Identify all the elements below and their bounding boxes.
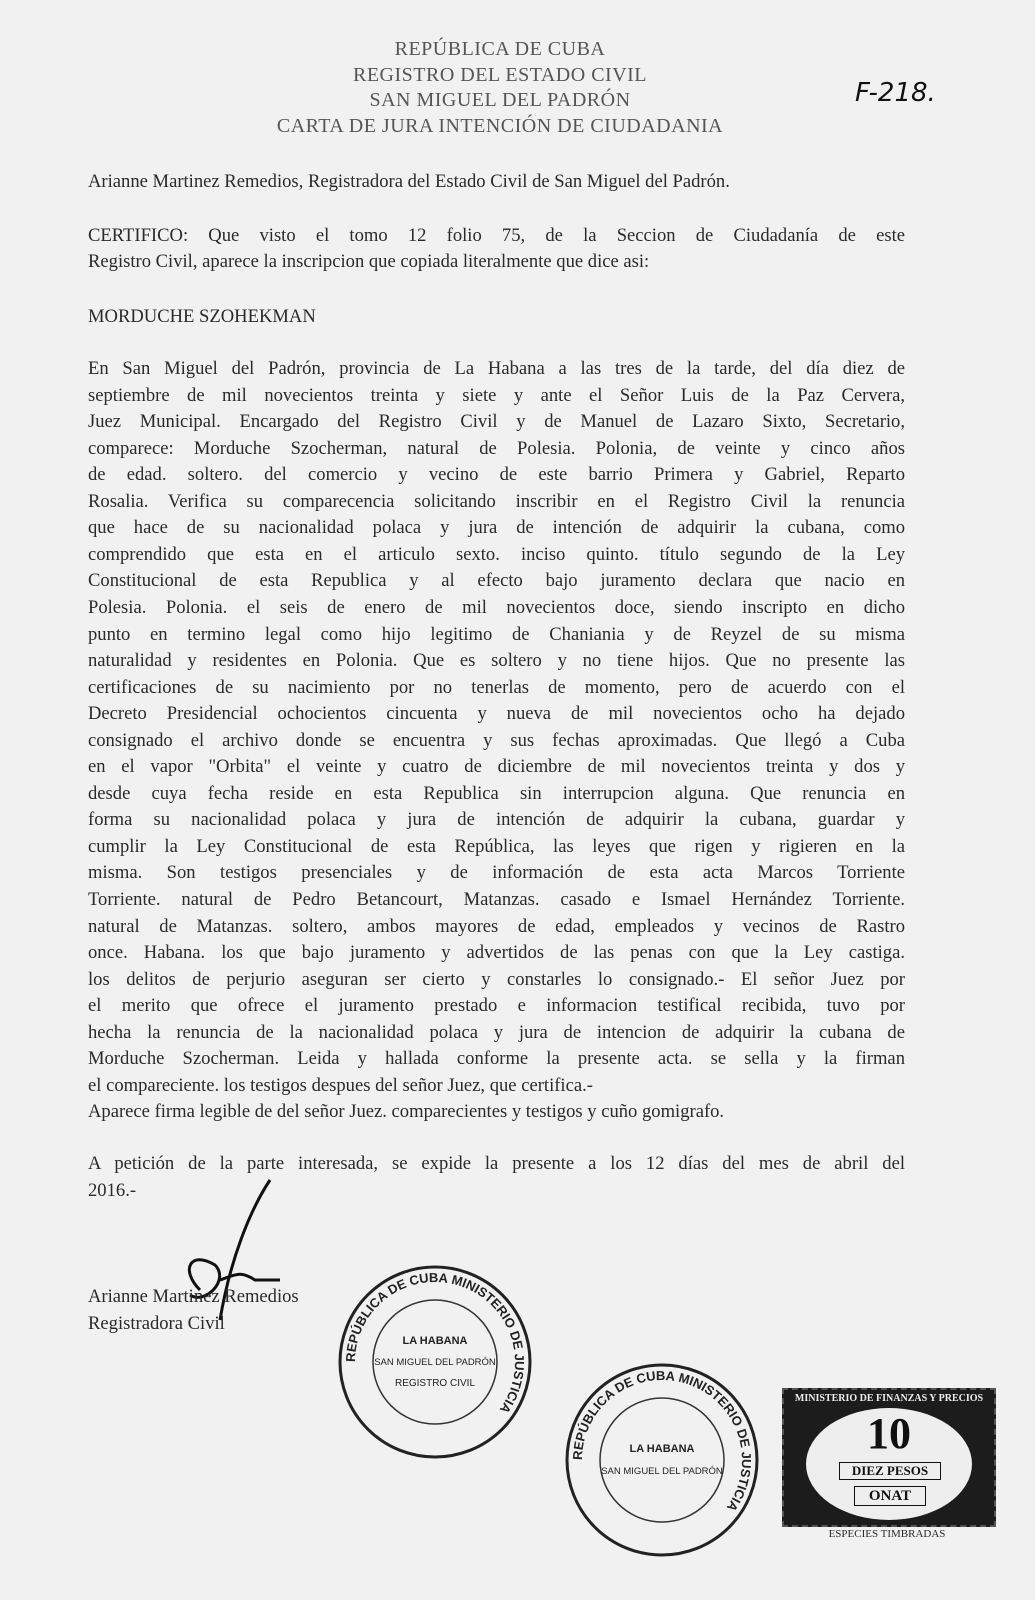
document-title: CARTA DE JURA INTENCIÓN DE CIUDADANIA: [276, 115, 724, 137]
body-line: natural de Matanzas. soltero, ambos mayores de edad, empleados y vecinos de Rastro: [88, 915, 905, 937]
body-line: cumplir la Ley Constitucional de esta República, las leyes que rigen y rigieren en la: [88, 835, 905, 857]
signatory-name: Arianne Martinez Remedios: [88, 1286, 299, 1307]
certifico-line: CERTIFICO: Que visto el tomo 12 folio 75, de la Seccion de Ciudadanía de este: [88, 225, 905, 246]
body-line: certificaciones de su nacimiento por no tenerlas de momento, pero de acuerdo con el: [88, 676, 905, 698]
closing-line: A petición de la parte interesada, se expide la presente a los 12 días del mes de abril del: [88, 1153, 905, 1174]
seal-text: SAN MIGUEL DEL PADRÓN: [374, 1357, 496, 1368]
seal-text: REGISTRO CIVIL: [394, 1378, 476, 1389]
body-line: Polesia. Polonia. el seis de enero de mil novecientos doce, siendo inscripto en dicho: [88, 596, 905, 618]
handwritten-annotation: F-218.: [855, 78, 936, 108]
header-line: SAN MIGUEL DEL PADRÓN: [369, 89, 631, 111]
body-line: desde cuya fecha reside en esta Republica sin interrupcion alguna. Que renuncia en: [88, 782, 905, 804]
body-line: En San Miguel del Padrón, provincia de La Habana a las tres de la tarde, del día diez de: [88, 358, 905, 379]
revenue-stamp-agency: ONAT: [854, 1486, 926, 1506]
body-line: Decreto Presidencial ochocientos cincuenta y nueva de mil novecientos ocho ha dejado: [88, 703, 905, 725]
body-line: el compareciente. los testigos despues del señor Juez, que certifica.-: [88, 1074, 593, 1096]
body-line: Juez Municipal. Encargado del Registro Civil y de Manuel de Lazaro Sixto, Secretario,: [88, 411, 905, 433]
body-line: en el vapor "Orbita" el veinte y cuatro de diciembre de mil novecientos treinta y dos y: [88, 756, 905, 778]
header-line: REGISTRO DEL ESTADO CIVIL: [352, 64, 648, 86]
body-line: punto en termino legal como hijo legitimo de Chaniania y de Reyzel de su misma: [88, 623, 905, 645]
seal-text: LA HABANA: [629, 1443, 695, 1455]
body-line: los delitos de perjurio aseguran ser cierto y constarles lo consignado.- El señor Juez por: [88, 968, 905, 990]
revenue-stamp-words: DIEZ PESOS: [839, 1462, 941, 1480]
header-line: REPÚBLICA DE CUBA: [394, 38, 606, 60]
body-line: naturalidad y residentes en Polonia. Que es soltero y no tiene hijos. Que no presente las: [88, 650, 905, 672]
body-line: de edad. soltero. del comercio y vecino de este barrio Primera y Gabriel, Reparto: [88, 464, 905, 486]
revenue-stamp-ministry: MINISTERIO DE FINANZAS Y PRECIOS: [794, 1393, 984, 1404]
body-line: el merito que ofrece el juramento prestado e informacion testifical recibida, tuvo por: [88, 995, 905, 1017]
body-line: comprendido que esta en el articulo sexto. inciso quinto. título segundo de la Ley: [88, 543, 905, 565]
body-line: Torriente. natural de Pedro Betancourt, Matanzas. casado e Ismael Hernández Torriente.: [88, 889, 905, 910]
body-line: once. Habana. los que bajo juramento y advertidos de las penas con que la Ley castiga.: [88, 942, 905, 964]
registry-seal-left: [335, 1262, 535, 1462]
revenue-stamp-caption: ESPECIES TIMBRADAS: [828, 1528, 946, 1540]
body-line: Aparece firma legible de del señor Juez. comparecientes y testigos y cuño gomigrafo.: [88, 1101, 725, 1123]
revenue-stamp-value: 10: [867, 1409, 911, 1458]
closing-line: 2016.-: [88, 1180, 137, 1201]
seal-text: REPÚBLICA DE CUBA MINISTERIO DE JUSTICIA: [569, 1367, 755, 1515]
registrar-intro: Arianne Martinez Remedios, Registradora del Estado Civil de San Miguel del Padrón.: [88, 171, 730, 192]
certifico-line: Registro Civil, aparece la inscripcion que copiada literalmente que dice asi:: [88, 251, 650, 272]
body-line: forma su nacionalidad polaca y jura de intención de adquirir la cubana, guardar y: [88, 809, 905, 831]
body-line: misma. Son testigos presenciales y de información de esta acta Marcos Torriente: [88, 862, 905, 884]
body-line: Constitucional de esta Republica y al efecto bajo juramento declara que nacio en: [88, 570, 905, 592]
seal-text: SAN MIGUEL DEL PADRÓN: [601, 1466, 723, 1477]
revenue-stamp: [782, 1388, 996, 1527]
body-line: hecha la renuncia de la nacionalidad polaca y jura de intencion de adquirir la cubana de: [88, 1021, 905, 1043]
signatory-title: Registradora Civil: [88, 1313, 225, 1334]
body-line: Rosalia. Verifica su comparecencia solicitando inscribir en el Registro Civil la renuncia: [88, 490, 905, 512]
subject-name: MORDUCHE SZOHEKMAN: [88, 306, 316, 327]
body-line: Morduche Szocherman. Leida y hallada conforme la presente acta. se sella y la firman: [88, 1048, 905, 1070]
registry-seal-right: [562, 1360, 762, 1560]
body-line: que hace de su nacionalidad polaca y jura de intención de adquirir la cubana, como: [88, 517, 905, 539]
seal-text: REPÚBLICA DE CUBA MINISTERIO DE JUSTICIA: [342, 1269, 528, 1417]
seal-text: LA HABANA: [402, 1335, 468, 1347]
body-line: septiembre de mil novecientos treinta y siete y ante el Señor Luis de la Paz Cervera,: [88, 384, 905, 406]
body-line: consignado el archivo donde se encuentra y sus fechas aproximadas. Que llegó a Cuba: [88, 729, 905, 751]
body-line: comparece: Morduche Szocherman, natural de Polesia. Polonia, de veinte y cinco años: [88, 437, 905, 459]
